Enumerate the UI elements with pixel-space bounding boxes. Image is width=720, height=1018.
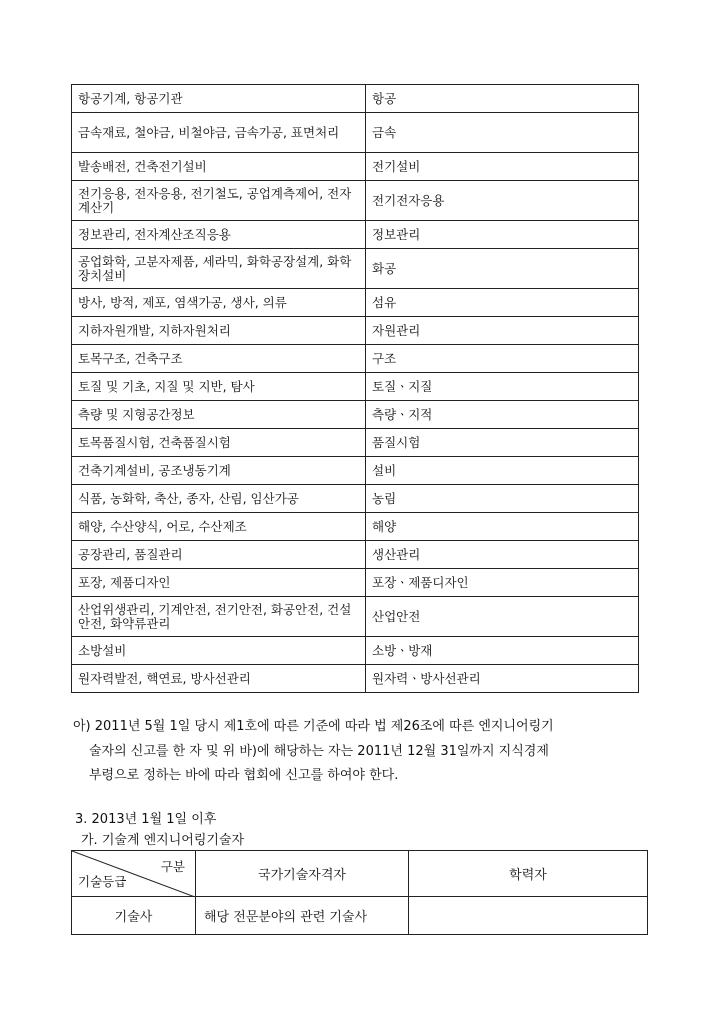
professional-category-cell: 농림 xyxy=(366,485,639,513)
table-row xyxy=(72,597,639,637)
note-line-3: 부령으로 정하는 바에 따라 협회에 신고를 하여야 한다. xyxy=(89,768,399,783)
professional-category-cell: 포장ㆍ제품디자인 xyxy=(366,569,639,597)
grade-national-value: 해당 전문분야의 관련 기술사 xyxy=(196,897,409,935)
professional-category-cell: 토질ㆍ지질 xyxy=(366,373,639,401)
professional-category-cell: 전기설비 xyxy=(366,153,639,181)
technical-fields-cell: 토목품질시험, 건축품질시험 xyxy=(72,429,366,457)
professional-category-cell: 섬유 xyxy=(366,289,639,317)
diagonal-header-cell xyxy=(72,851,196,897)
professional-category-cell: 설비 xyxy=(366,457,639,485)
table-row xyxy=(72,457,639,485)
table-row xyxy=(72,513,639,541)
technical-fields-cell: 지하자원개발, 지하자원처리 xyxy=(72,317,366,345)
technical-fields-cell: 공장관리, 품질관리 xyxy=(72,541,366,569)
technical-fields-cell: 방사, 방적, 제포, 염색가공, 생사, 의류 xyxy=(72,289,366,317)
technical-fields-cell: 토목구조, 건축구조 xyxy=(72,345,366,373)
table-row xyxy=(72,113,639,153)
professional-category-cell: 측량ㆍ지적 xyxy=(366,401,639,429)
table-row xyxy=(72,153,639,181)
professional-category-cell: 금속 xyxy=(366,113,639,153)
table-row xyxy=(72,373,639,401)
grade-table-header-row xyxy=(72,851,648,897)
table-row xyxy=(72,485,639,513)
technical-fields-cell: 항공기계, 항공기관 xyxy=(72,85,366,113)
technical-fields-cell: 전기응용, 전자응용, 전기철도, 공업계측제어, 전자계산기 xyxy=(72,181,366,221)
table-row xyxy=(72,401,639,429)
note-line-2: 술자의 신고를 한 자 및 위 바)에 해당하는 자는 2011년 12월 31일까지 지식경제 xyxy=(89,743,549,759)
professional-category-cell: 항공 xyxy=(366,85,639,113)
table-row xyxy=(72,345,639,373)
professional-category-cell: 전기전자응용 xyxy=(366,181,639,221)
professional-category-cell: 화공 xyxy=(366,249,639,289)
technical-fields-cell: 원자력발전, 핵연료, 방사선관리 xyxy=(72,665,366,693)
field-mapping-table xyxy=(71,84,639,693)
professional-category-cell: 소방ㆍ방재 xyxy=(366,637,639,665)
header-division-label: 구분 xyxy=(160,859,185,874)
table-row xyxy=(72,541,639,569)
header-education: 학력자 xyxy=(409,851,648,897)
technical-fields-cell: 해양, 수산양식, 어로, 수산제조 xyxy=(72,513,366,541)
table-row xyxy=(72,637,639,665)
registration-note xyxy=(73,715,653,789)
professional-category-cell: 생산관리 xyxy=(366,541,639,569)
table-row xyxy=(72,665,639,693)
technical-fields-cell: 소방설비 xyxy=(72,637,366,665)
professional-category-cell: 해양 xyxy=(366,513,639,541)
header-grade-label: 기술등급 xyxy=(78,874,127,889)
technical-fields-cell: 포장, 제품디자인 xyxy=(72,569,366,597)
grade-name: 기술사 xyxy=(72,897,196,935)
technical-fields-cell: 건축기계설비, 공조냉동기계 xyxy=(72,457,366,485)
subsection-heading: 가. 기술계 엔지니어링기술자 xyxy=(81,833,245,848)
technical-fields-cell: 산업위생관리, 기계안전, 전기안전, 화공안전, 건설안전, 화약류관리 xyxy=(72,597,366,637)
table-row xyxy=(72,569,639,597)
professional-category-cell: 구조 xyxy=(366,345,639,373)
table-row xyxy=(72,181,639,221)
technical-fields-cell: 공업화학, 고분자제품, 세라믹, 화학공장설계, 화학장치설비 xyxy=(72,249,366,289)
table-row xyxy=(72,249,639,289)
engineering-grade-table xyxy=(71,850,648,935)
professional-category-cell: 산업안전 xyxy=(366,597,639,637)
note-line-1: 아) 2011년 5월 1일 당시 제1호에 따른 기준에 따라 법 제26조에 따른 엔지니어링기 xyxy=(73,719,554,734)
table-row xyxy=(72,85,639,113)
grade-row xyxy=(72,897,648,935)
grade-education-value xyxy=(409,897,648,935)
professional-category-cell: 자원관리 xyxy=(366,317,639,345)
table-row xyxy=(72,429,639,457)
technical-fields-cell: 토질 및 기초, 지질 및 지반, 탐사 xyxy=(72,373,366,401)
technical-fields-cell: 측량 및 지형공간정보 xyxy=(72,401,366,429)
technical-fields-cell: 금속재료, 철야금, 비철야금, 금속가공, 표면처리 xyxy=(72,113,366,153)
technical-fields-cell: 식품, 농화학, 축산, 종자, 산림, 임산가공 xyxy=(72,485,366,513)
table-row xyxy=(72,221,639,249)
technical-fields-cell: 발송배전, 건축전기설비 xyxy=(72,153,366,181)
technical-fields-cell: 정보관리, 전자계산조직응용 xyxy=(72,221,366,249)
professional-category-cell: 정보관리 xyxy=(366,221,639,249)
section-3-heading: 3. 2013년 1월 1일 이후 xyxy=(75,812,217,827)
header-national-qualification: 국가기술자격자 xyxy=(196,851,409,897)
table-row xyxy=(72,317,639,345)
table-row xyxy=(72,289,639,317)
professional-category-cell: 원자력ㆍ방사선관리 xyxy=(366,665,639,693)
professional-category-cell: 품질시험 xyxy=(366,429,639,457)
